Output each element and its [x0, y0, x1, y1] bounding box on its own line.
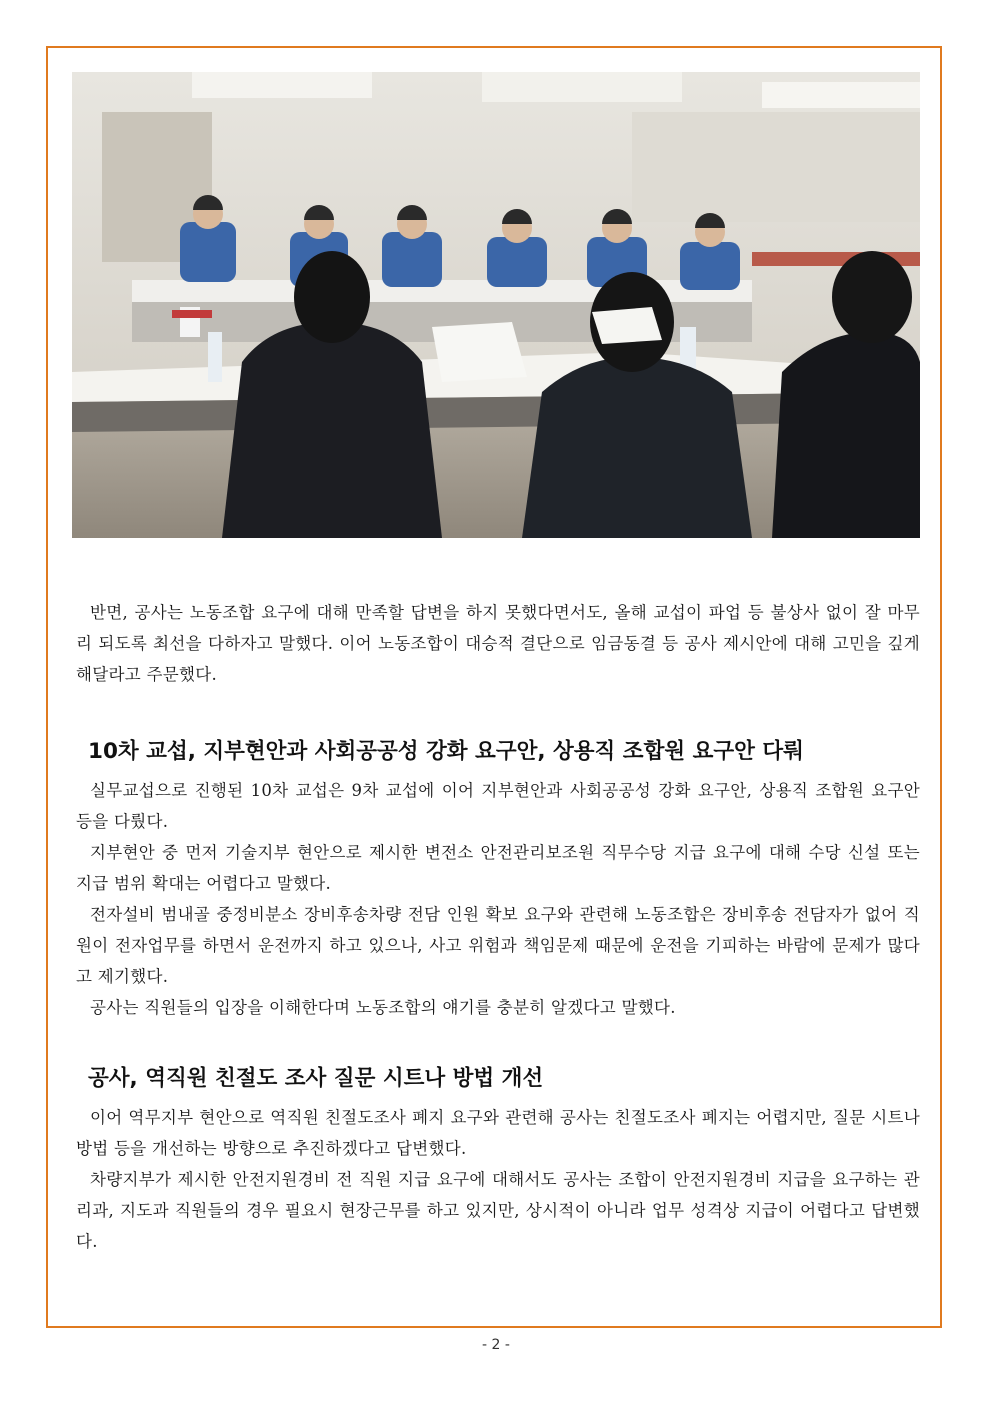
section-1-paragraph: 실무교섭으로 진행된 10차 교섭은 9차 교섭에 이어 지부현안과 사회공공성 강화 요구안, 상용직 조합원 요구안 등을 다뤘다. [76, 781, 920, 831]
meeting-photo [72, 72, 920, 538]
section-1-body [76, 775, 920, 1023]
section-2-body [76, 1102, 920, 1257]
section-1-heading: 10차 교섭, 지부현안과 사회공공성 강화 요구안, 상용직 조합원 요구안 다뤄 [88, 739, 804, 764]
section-2-paragraph: 차량지부가 제시한 안전지원경비 전 직원 지급 요구에 대해서도 공사는 조합이 안전지원경비 지급을 요구하는 관리과, 지도과 직원들의 경우 필요시 현장근무를 하고 있지만, 상시적이 아니라 업무 성격상 지급이 어렵다고 답변했다. [76, 1170, 920, 1251]
section-2-heading: 공사, 역직원 친절도 조사 질문 시트나 방법 개선 [88, 1066, 544, 1091]
section-1-paragraph: 공사는 직원들의 입장을 이해한다며 노동조합의 얘기를 충분히 알겠다고 말했다. [90, 998, 676, 1017]
section-1-paragraph: 전자설비 범내골 중정비분소 장비후송차량 전담 인원 확보 요구와 관련해 노동조합은 장비후송 전담자가 없어 직원이 전자업무를 하면서 운전까지 하고 있으나, 사고 위험과 책임문제 때문에 운전을 기피하는 바람에 문제가 많다고 제기했다. [76, 905, 920, 986]
section-1-paragraph: 지부현안 중 먼저 기술지부 현안으로 제시한 변전소 안전관리보조원 직무수당 지급 요구에 대해 수당 신설 또는 지급 범위 확대는 어렵다고 말했다. [76, 843, 920, 893]
page-number: - 2 - [482, 1337, 510, 1353]
meeting-photo-illustration [72, 72, 920, 538]
intro-paragraph: 반면, 공사는 노동조합 요구에 대해 만족할 답변을 하지 못했다면서도, 올해 교섭이 파업 등 불상사 없이 잘 마무리 되도록 최선을 다하자고 말했다. 이어 노동조합이 대승적 결단으로 임금동결 등 공사 제시안에 대해 고민을 깊게 해달라고 주문했다. [76, 603, 920, 684]
section-2-paragraph: 이어 역무지부 현안으로 역직원 친절도조사 폐지 요구와 관련해 공사는 친절도조사 폐지는 어렵지만, 질문 시트나 방법 등을 개선하는 방향으로 추진하겠다고 답변했다. [76, 1108, 920, 1158]
